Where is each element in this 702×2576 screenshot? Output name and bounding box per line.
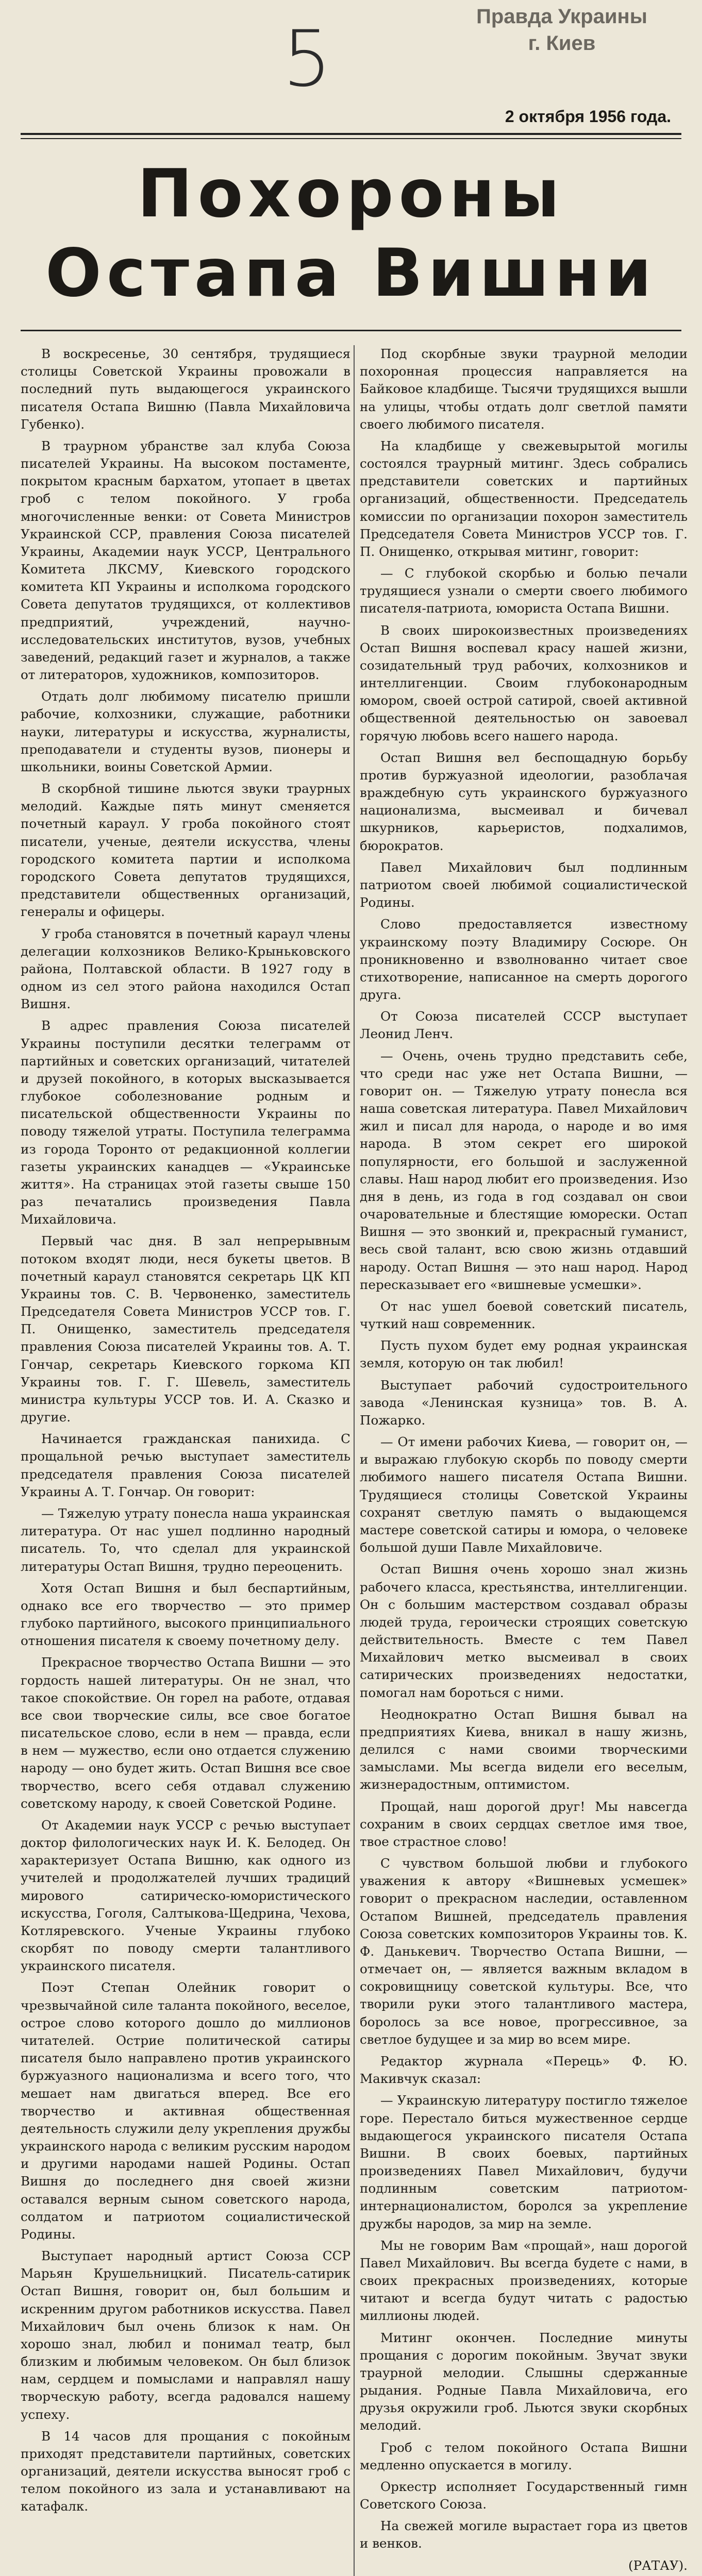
newspaper-source — [454, 3, 670, 57]
article-paragraph: От Академии наук УССР с речью выступает доктор филологических наук И. К. Белодед. Он характеризует Остапа Вишню, как одного из учителей и продолжателей лучших традиций мирового сатирическо-юмористического искусства, Гоголя, Салтыкова-Щедрина, Чехова, Котляревского. Ученые Украины глубоко скорбят по поводу смерти талантливого украинского писателя. — [21, 1817, 350, 1974]
article-paragraph: Мы не говорим Вам «прощай», наш дорогой Павел Михайлович. Вы всегда будете с нами, в своих прекрасных произведениях, которые читают и всегда будут читать с радостью миллионы людей. — [360, 2238, 688, 2324]
column-divider — [354, 345, 355, 2576]
article-paragraph: От Союза писателей СССР выступает Леонид Ленч. — [360, 1009, 688, 1042]
article-paragraph: От нас ушел боевой советский писатель, чуткий наш современник. — [360, 1298, 688, 1332]
article-column-right — [360, 345, 688, 2576]
article-paragraph: Выступает народный артист Союза ССР Марьян Крушельницкий. Писатель-сатирик Остап Вишня, говорит он, был большим и искренним другом работников искусства. Павел Михайлович был очень близок к нам. Он хорошо знал, любил и понимал театр, был близким и любимым человеком. Он был близок нам, сердцем и помыслами и направлял нашу творческую работу, всегда радовался нашему успеху. — [21, 2248, 350, 2422]
top-rule — [21, 133, 681, 135]
article-paragraph: Начинается гражданская панихида. С прощальной речью выступает заместитель председателя правления Союза писателей Украины А. Т. Гончар. Он говорит: — [21, 1431, 350, 1499]
article-paragraph: Пусть пухом будет ему родная украинская земля, которую он так любил! — [360, 1338, 688, 1371]
article-paragraph: Митинг окончен. Последние минуты прощания с дорогим покойным. Звучат звуки траурной мелодии. Слышны сдержанные рыдания. Родные Павла Михайловича, его друзья окружили гроб. Льются звуки скорбных мелодий. — [360, 2330, 688, 2433]
article-paragraph: В воскресенье, 30 сентября, трудящиеся столицы Советской Украины провожали в последний путь выдающегося украинского писателя Остапа Вишню (Павла Михайловича Губенко). — [21, 346, 350, 432]
news-agency-signature: (РАТАУ). — [628, 2557, 688, 2573]
article-paragraph: Первый час дня. В зал непрерывным потоком входят люди, неся букеты цветов. В почетный караул становятся секретарь ЦК КП Украины тов. С. В. Червоненко, заместитель Председателя Совета Министров УССР тов. Г. П. Онищенко, заместитель председателя правления Союза писателей Украины тов. А. Т. Гончар, секретарь Киевского горкома КП Украины тов. Г. Г. Шевель, заместитель министра культуры УССР тов. И. А. Сказко и другие. — [21, 1233, 350, 1425]
article-paragraph: В 14 часов для прощания с покойным приходят представители партийных, советских организаций, деятели искусства выносят гроб с телом покойного из зала и устанавливают на катафалк. — [21, 2428, 350, 2514]
top-rule-thin — [21, 138, 681, 139]
article-paragraph: Неоднократно Остап Вишня бывал на предприятиях Киева, вникал в нашу жизнь, делился с нами своими творческими замыслами. Мы всегда видели его веселым, жизнерадостным, оптимистом. — [360, 1706, 688, 1792]
article-column-left — [21, 345, 350, 2576]
article-paragraph: Поэт Степан Олейник говорит о чрезвычайной силе таланта покойного, веселое, острое слово которого дошло до миллионов читателей. Острие политической сатиры писателя было направлено против украинского буржуазного национализма и всего того, что мешает нам двигаться вперед. Все его творчество и активная общественная деятельность служили делу укрепления дружбы украинского народа с великим русским народом и другими народами нашей Родины. Остап Вишня до последнего дня своей жизни оставался верным сыном советского народа, солдатом и патриотом социалистической Родины. — [21, 1980, 350, 2242]
article-paragraph: Павел Михайлович был подлинным патриотом своей любимой социалистической Родины. — [360, 859, 688, 910]
headline-rule — [21, 330, 681, 331]
newspaper-city: г. Киев — [528, 32, 596, 55]
article-paragraph: В своих широкоизвестных произведениях Остап Вишня воспевал красу нашей жизни, созидательный труд рабочих, колхозников и интеллигенции. Своим глубоконародным юмором, своей острой сатирой, своей активной общественной деятельностью он завоевал горячую любовь всего нашего народа. — [360, 622, 688, 743]
article-paragraph: Прощай, наш дорогой друг! Мы навсегда сохраним в своих сердцах светлое имя твое, твое страстное слово! — [360, 1799, 688, 1849]
article-paragraph: — Украинскую литературу постигло тяжелое горе. Перестало биться мужественное сердце выдающегося украинского писателя Остапа Вишни. В своих боевых, партийных произведениях Павел Михайлович, будучи подлинным советским патриотом-интернационалистом, боролся за укрепление дружбы народов, за мир на земле. — [360, 2093, 688, 2231]
article-paragraph: В траурном убранстве зал клуба Союза писателей Украины. На высоком постаменте, покрытом красным бархатом, утопает в цветах гроб с телом покойного. У гроба многочисленные венки: от Совета Министров Украинской ССР, правления Союза писателей Украины, Академии наук УССР, Центрального Комитета ЛКСМУ, Киевского городского комитета КП Украины и исполкома городского Совета депутатов трудящихся, от коллективов предприятий, учреждений, научно-исследовательских институтов, вузов, учебных заведений, редакций газет и журналов, а также от литераторов, художников, композиторов. — [21, 438, 350, 683]
article-paragraph: — От имени рабочих Киева, — говорит он, — и выражаю глубокую скорбь по поводу смерти любимого нашего писателя Остапа Вишни. Трудящиеся столицы Советской Украины сохранят светлую память о выдающемся мастере советской сатиры и юмора, о человеке большой души Павле Михайловиче. — [360, 1434, 688, 1555]
article-paragraph: На свежей могиле вырастает гора из цветов и венков. — [360, 2518, 688, 2551]
article-headline — [21, 155, 681, 313]
article-paragraph: — Тяжелую утрату понесла наша украинская литература. От нас ушел подлинно народный писатель. То, что сделал для украинской литературы Остап Вишня, трудно переоценить. — [21, 1506, 350, 1574]
headline-line-1: Похороны — [137, 156, 565, 232]
article-paragraph: Хотя Остап Вишня и был беспартийным, однако все его творчество — это пример глубоко партийного, высокого принципиального отношения писателя к своему почетному делу. — [21, 1580, 350, 1649]
article-paragraph: С чувством большой любви и глубокого уважения к автору «Вишневых усмешек» говорит о прекрасном наследии, оставленном Остапом Вишней, председатель правления Союза советских композиторов Украины тов. К. Ф. Данькевич. Творчество Остапа Вишни, — отмечает он, — является важным вкладом в сокровищницу советской культуры. Все, что творили руки этого талантливого мастера, боролось за все новое, прогрессивное, за светлое будущее и за мир во всем мире. — [360, 1856, 688, 2047]
article-paragraph: Гроб с телом покойного Остапа Вишни медленно опускается в могилу. — [360, 2439, 688, 2472]
article-paragraph: — Очень, очень трудно представить себе, что среди нас уже нет Остапа Вишни, — говорит он. — Тяжелую утрату понесла вся наша советская литература. Павел Михайлович жил и писал для народа, о народе и во имя народа. В этом секрет его широкой популярности, его большой и заслуженной славы. Наш народ любит его произведения. Изо дня в день, из года в год создавал он свои очаровательные и блестящие юморески. Остап Вишня — это звонкий и, прекрасный гуманист, весь свой талант, всю свою жизнь отдавший народу. Остап Вишня — это наш народ. Народ пересказывает его «вишневые усмешки». — [360, 1048, 688, 1292]
article-paragraph: Остап Вишня вел беспощадную борьбу против буржуазной идеологии, разоблачая враждебную суть украинского буржуазного национализма, высмеивал и бичевал шкурников, карьеристов, подхалимов, бюрократов. — [360, 750, 688, 853]
newspaper-name: Правда Украины — [476, 5, 647, 28]
article-paragraph: На кладбище у свежевырытой могилы состоялся траурный митинг. Здесь собрались представители советских и партийных организаций, общественности. Председатель комиссии по организации похорон заместитель Председателя Совета Министров УССР тов. Г. П. Онищенко, открывая митинг, говорит: — [360, 438, 688, 559]
article-paragraph: Под скорбные звуки траурной мелодии похоронная процессия направляется на Байковое кладбище. Тысячи трудящихся вышли на улицы, чтобы отдать долг светлой памяти своего любимого писателя. — [360, 346, 688, 432]
headline-line-2: Остапа Вишни — [45, 234, 657, 312]
article-paragraph: У гроба становятся в почетный караул члены делегации колхозников Велико-Крыньковского района, Полтавской области. В 1927 году в одном из сел этого района находился Остап Вишня. — [21, 926, 350, 1012]
article-paragraph: Редактор журнала «Перець» Ф. Ю. Макивчук сказал: — [360, 2053, 688, 2087]
article-paragraph: Слово предоставляется известному украинскому поэту Владимиру Сосюре. Он проникновенно и взволнованно читает свое стихотворение, написанное на смерть дорогого друга. — [360, 917, 688, 1003]
article-paragraph: Отдать долг любимому писателю пришли рабочие, колхозники, служащие, работники науки, литературы и искусства, журналисты, преподаватели и студенты вузов, пионеры и школьники, воины Советской Армии. — [21, 689, 350, 774]
article-paragraph: Оркестр исполняет Государственный гимн Советского Союза. — [360, 2479, 688, 2512]
article-paragraph: В адрес правления Союза писателей Украины поступили десятки телеграмм от партийных и советских организаций, читателей и друзей покойного, в которых высказывается глубокое соболезнование родным и писательской общественности Украины по поводу тяжелой утраты. Поступила телеграмма из города Торонто от редакционной коллегии газеты украинских канадцев — «Украинське життя». На страницах этой газеты свыше 150 раз печатались произведения Павла Михайловича. — [21, 1018, 350, 1227]
article-paragraph: Прекрасное творчество Остапа Вишни — это гордость нашей литературы. Он не знал, что такое спокойствие. Он горел на работе, отдавая все свои творческие силы, все свое богатое писательское слово, если в нем — правда, если в нем — мужество, если оно отдается служению народу — оно будет жить. Остап Вишня все свое творчество, всего себя отдавал служению советскому народу, к своей Советской Родине. — [21, 1655, 350, 1811]
article-paragraph: — С глубокой скорбью и болью печали трудящиеся узнали о смерти своего любимого писателя-патриота, юмориста Остапа Вишни. — [360, 566, 688, 616]
article-paragraph: В скорбной тишине льются звуки траурных мелодий. Каждые пять минут сменяется почетный караул. У гроба покойного стоят писатели, ученые, деятели искусства, члены городского комитета партии и исполкома городского Совета депутатов трудящихся, представители общественных организаций, генералы и офицеры. — [21, 781, 350, 920]
article-paragraph: Остап Вишня очень хорошо знал жизнь рабочего класса, крестьянства, интеллигенции. Он с большим мастерством создавал образы людей труда, героически строящих советскую действительность. Вместе с тем Павел Михайлович метко высмеивал в своих сатирических произведениях недостатки, помогал нам бороться с ними. — [360, 1562, 688, 1700]
article-paragraph: Выступает рабочий судостроительного завода «Ленинская кузница» тов. В. А. Пожарко. — [360, 1377, 688, 1428]
handwritten-page-number: 5 — [282, 14, 332, 104]
issue-date: 2 октября 1956 года. — [505, 107, 671, 126]
